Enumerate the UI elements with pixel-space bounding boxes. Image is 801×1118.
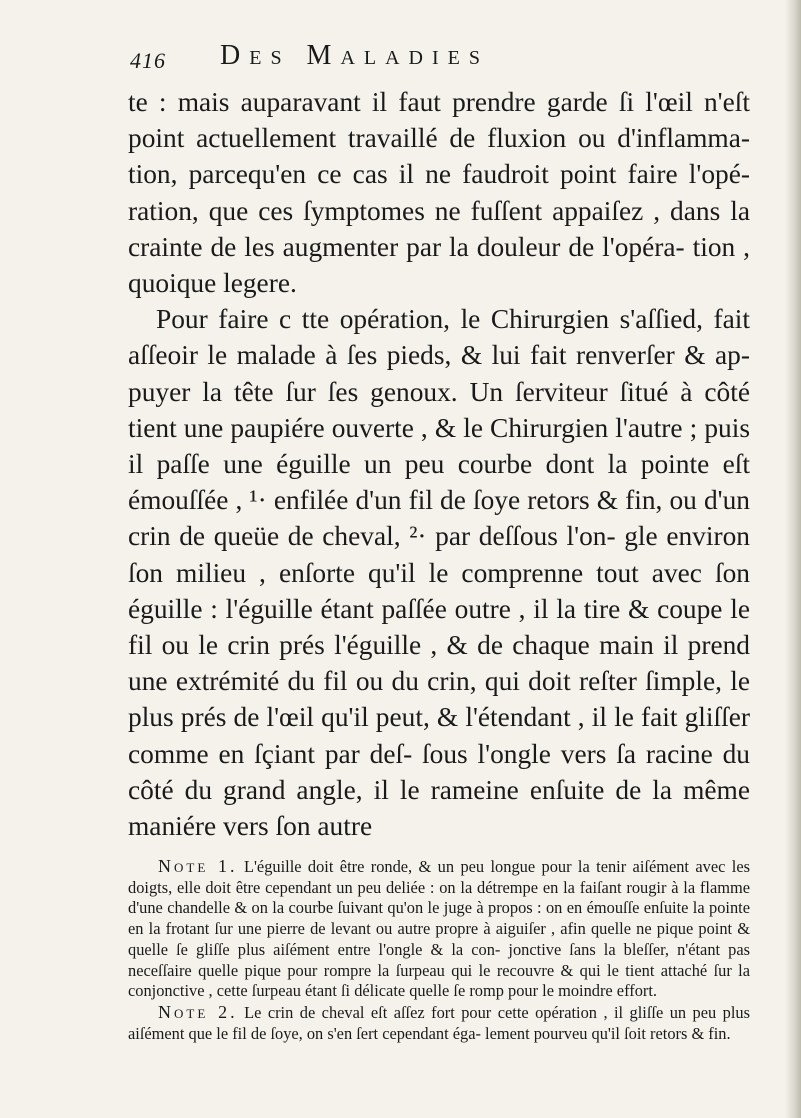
footnote-1 — [128, 856, 750, 1002]
footnote-1-label: Note 1. — [158, 856, 238, 876]
footnote-2 — [128, 1002, 750, 1044]
page-header — [130, 40, 690, 80]
page-edge-shadow — [785, 0, 801, 1118]
running-title: Des Maladies — [220, 40, 490, 71]
footnote-2-text: Le crin de cheval eſt aſſez fort pour cette opération , il gliſſe un peu plus aiſément que le fil de ſoye, on s'en ſert cependant éga- lement pourveu qu'il ſoit retors & fin. — [128, 1002, 750, 1043]
paragraph-operation: Pour faire c tte opération, le Chirurgien s'aſſied, fait aſſeoir le malade à ſes pieds, & lui fait renverſer & ap- puyer la tête ſur ſes genoux. Un ſerviteur ſitué à côté tient une paupiére ouverte , & le Chirurgien l'autre ; puis il paſſe une éguille un peu courbe dont la pointe eſt émouſſée , ¹· enfilée d'un fil de ſoye retors & fin, ou d'un crin de queüe de cheval, ²· par deſſous l'on- gle environ ſon milieu , enſorte qu'il le comprenne tout avec ſon éguille : l'éguille étant paſſée outre , il la tire & coupe le fil ou le crin prés l'éguille , & de chaque main il prend une extrémité du fil ou du crin, qui doit reſter ſimple, le plus prés de l'œil qu'il peut, & l'étendant , il le fait gliſſer comme en ſçiant par deſ- ſous l'ongle vers ſa racine du côté du grand angle, il le rameine enſuite de la même maniére vers ſon autre — [128, 304, 750, 842]
footnote-2-label: Note 2. — [158, 1001, 238, 1022]
footnote-1-text: L'éguille doit être ronde, & un peu longue pour la tenir aiſément avec les doigts, elle doit être cependant un peu deliée : on la détrempe en la faiſant rougir à la flamme d'une chandelle & on la courbe ſuivant qu'on le juge à propos : on en émouſſe enſuite la pointe en la frotant ſur une pierre de levant ou autre propre à aiguiſer , afin quelle ne pique point & quelle ſe gliſſe plus aiſément entre l'ongle & la con- jonctive ſans la bleſſer, n'étant pas neceſſaire quelle pique pour rompre la ſurpeau qui le recouvre & qui le tient attaché ſur la conjonctive , cette ſurpeau étant ſi délicate quelle ſe romp pour le moindre effort. — [128, 857, 750, 1001]
page-number: 416 — [130, 48, 166, 73]
paragraph-continued: te : mais auparavant il faut prendre garde ſi l'œil n'eſt point actuellement travaillé de fluxion ou d'inflamma- tion, parcequ'en ce cas il ne faudroit point faire l'opé- ration, que ces ſymptomes ne fuſſent appaiſez , dans la crainte de les augmenter par la douleur de l'opéra- tion , quoique legere. — [128, 87, 750, 299]
main-text — [128, 84, 750, 844]
footnotes — [128, 856, 750, 1044]
